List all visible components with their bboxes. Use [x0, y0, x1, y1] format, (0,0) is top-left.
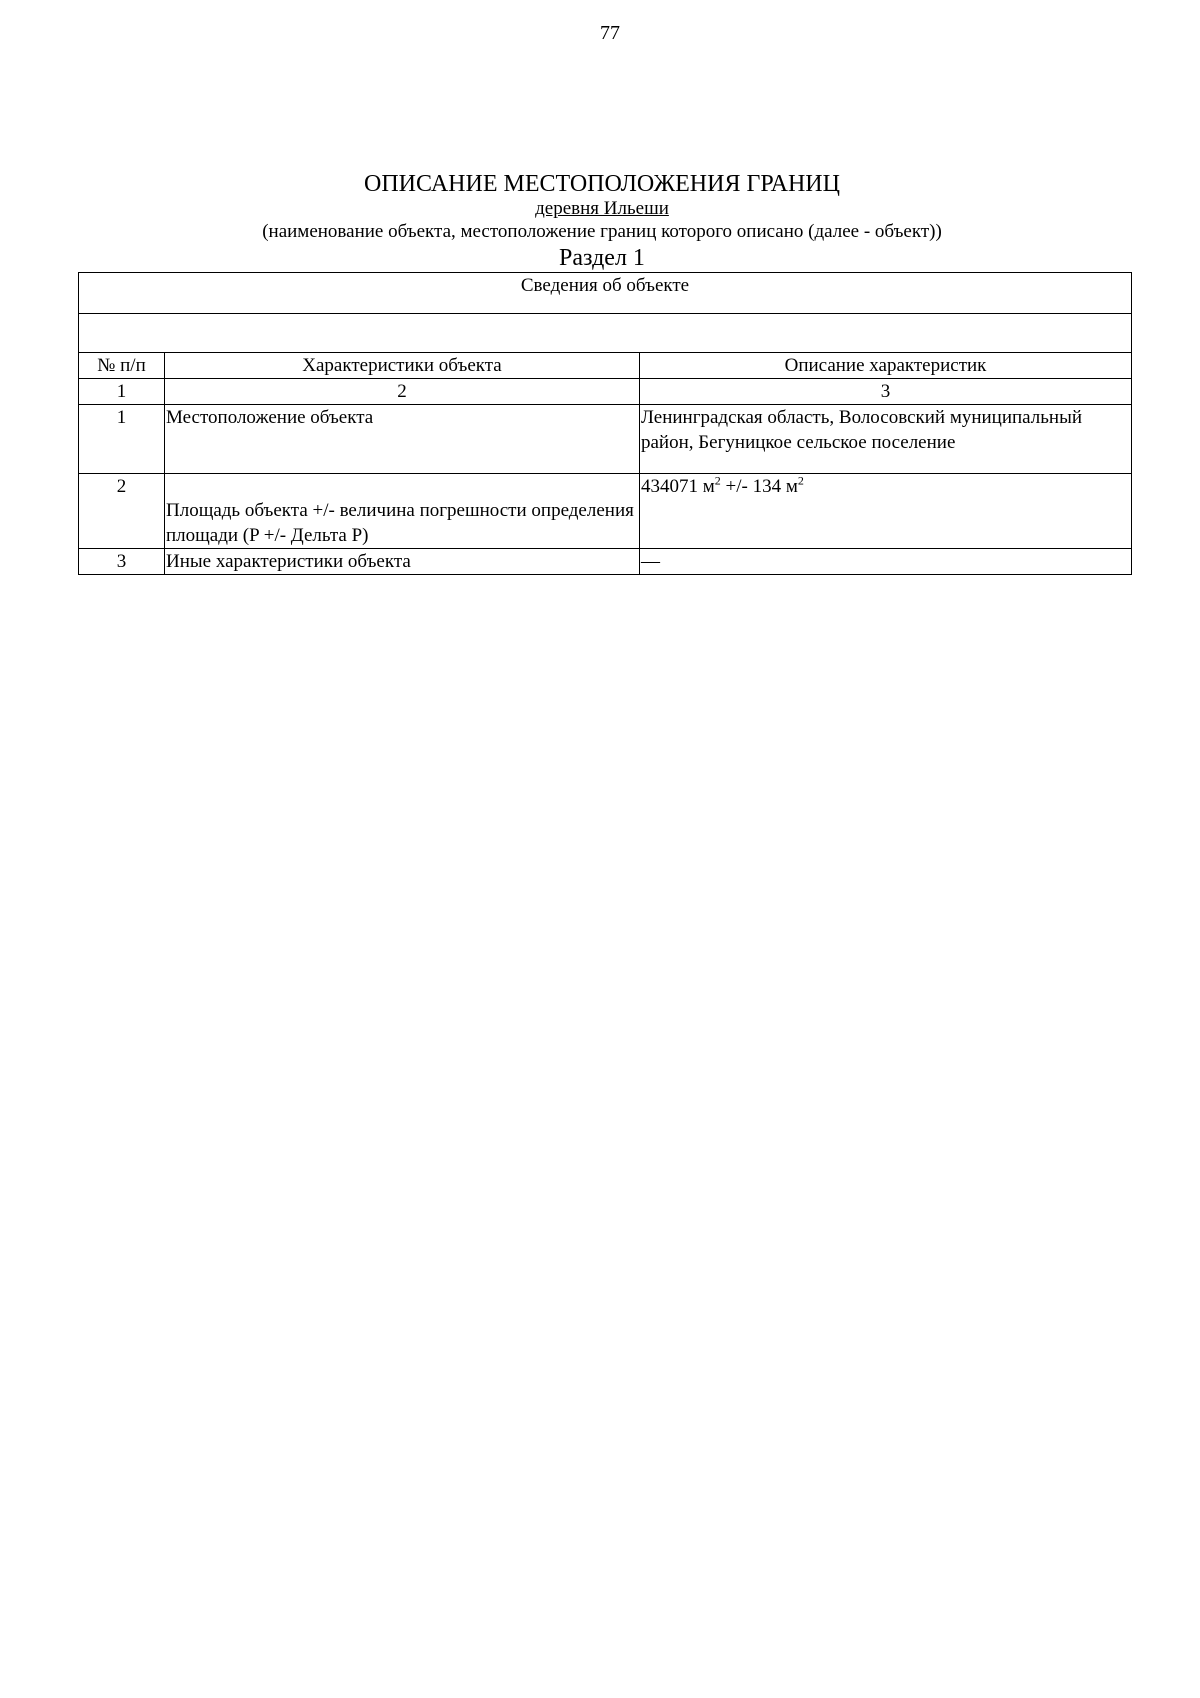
- document-title: ОПИСАНИЕ МЕСТОПОЛОЖЕНИЯ ГРАНИЦ: [364, 171, 840, 197]
- table-header-row: [79, 353, 1132, 379]
- table-empty-row: [79, 314, 1132, 353]
- column-header-characteristic: Характеристики объекта: [165, 353, 640, 379]
- object-caption: (наименование объекта, местоположение границ которого описано (далее - объект)): [262, 221, 942, 242]
- column-number-1: 1: [79, 379, 165, 405]
- page-number: 77: [600, 22, 620, 44]
- row-description: Ленинградская область, Волосовский муниципальный район, Бегуницкое сельское поселение: [640, 405, 1132, 474]
- area-unit-exponent: 2: [714, 473, 721, 488]
- table-caption: Сведения об объекте: [79, 273, 1132, 314]
- area-tolerance: +/- 134 м: [720, 476, 798, 497]
- section-title: Раздел 1: [559, 245, 645, 271]
- row-characteristic: Иные характеристики объекта: [165, 549, 640, 575]
- column-header-num: № п/п: [79, 353, 165, 379]
- row-number: 2: [79, 474, 165, 549]
- row-characteristic-cell: [165, 474, 640, 549]
- column-header-description: Описание характеристик: [640, 353, 1132, 379]
- row-number: 3: [79, 549, 165, 575]
- object-name: деревня Ильеши: [535, 198, 669, 219]
- row-characteristic: Площадь объекта +/- величина погрешности определения площади (P +/- Дельта P): [166, 500, 634, 546]
- row-characteristic: Местоположение объекта: [165, 405, 640, 474]
- row-description: —: [640, 549, 1132, 575]
- table-row: [79, 549, 1132, 575]
- table-column-numbers-row: [79, 379, 1132, 405]
- tolerance-unit-exponent: 2: [797, 473, 804, 488]
- row-number: 1: [79, 405, 165, 474]
- table-row: [79, 405, 1132, 474]
- row-description: [640, 474, 1132, 549]
- area-value: 434071 м: [641, 476, 715, 497]
- table-row: [79, 474, 1132, 549]
- document-heading: [0, 170, 1200, 272]
- object-info-table: [78, 272, 1132, 575]
- empty-cell: [79, 314, 1132, 353]
- column-number-2: 2: [165, 379, 640, 405]
- column-number-3: 3: [640, 379, 1132, 405]
- table-caption-row: [79, 273, 1132, 314]
